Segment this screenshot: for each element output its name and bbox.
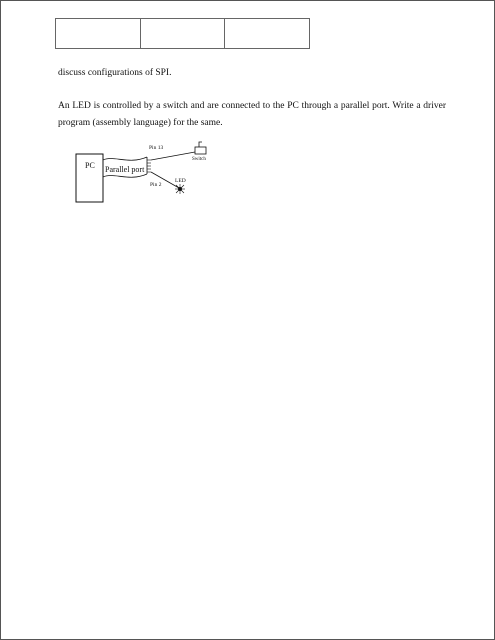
table-cell — [56, 19, 141, 48]
pin2-label: Pin 2 — [150, 182, 162, 188]
table-cell — [225, 19, 309, 48]
led-icon — [175, 184, 185, 194]
parallel-port-diagram — [69, 141, 219, 206]
question-text: An LED is controlled by a switch and are connected to the PC through a parallel port. Write a driver program (assembly language) for the same. — [58, 101, 446, 128]
led-label: LED — [175, 178, 186, 184]
cable-bottom-edge — [103, 174, 147, 177]
table-fragment — [55, 18, 310, 49]
cable-top-edge — [103, 157, 147, 160]
table-cell — [141, 19, 226, 48]
pin13-label: Pin 13 — [149, 145, 164, 151]
pin13-wire — [151, 152, 195, 160]
previous-question-tail: discuss configurations of SPI. — [58, 68, 172, 78]
switch-body — [195, 147, 206, 154]
parallel-port-label: Parallel port — [105, 165, 145, 174]
pc-label: PC — [85, 161, 95, 170]
switch-lever — [199, 142, 202, 147]
switch-label: Switch — [192, 157, 206, 162]
